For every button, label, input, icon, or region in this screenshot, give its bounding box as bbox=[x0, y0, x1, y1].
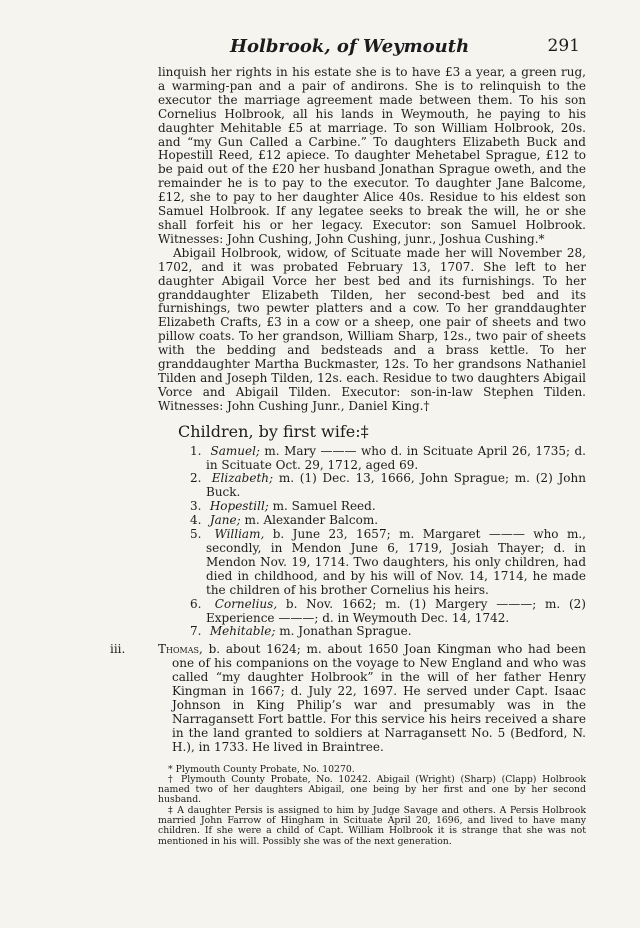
footnote: ‡ A daughter Persis is assigned to him by Judge Savage and others. A Persis Holbrook married John Farrow of Hingham in Scituate April 20, 1696, and lived to have many children. If she were a child of Capt. William Holbrook it is strange that she was not mentioned in his will. Possibly she was of the next generation. bbox=[158, 804, 586, 847]
child-item bbox=[158, 625, 586, 639]
child-number: 6. bbox=[190, 596, 202, 611]
child-number: 3. bbox=[190, 499, 202, 514]
child-item bbox=[158, 514, 586, 528]
child-details: b. Nov. 1662; m. (1) Margery ———; m. (2) Experience ———; d. in Weymouth Dec. 14, 1742. bbox=[206, 596, 586, 625]
child-details: m. Jonathan Sprague. bbox=[275, 624, 412, 639]
child-details: b. June 23, 1657; m. Margaret ——— who m., secondly, in Mendon June 6, 1719, Josiah Thayer; d. in Mendon Nov. 19, 1714. Two daughters, his only children, had died in childhood, and by his will of Nov. 14, 1714, he made the children of his brother Cornelius his heirs. bbox=[206, 527, 586, 597]
child-item bbox=[158, 598, 586, 626]
entry-name: Thomas bbox=[158, 642, 199, 657]
footnote: * Plymouth County Probate, No. 10270. bbox=[168, 763, 355, 775]
entry-thomas bbox=[110, 642, 586, 754]
children-heading: Children, by first wife:‡ bbox=[178, 421, 369, 441]
child-details: m. Samuel Reed. bbox=[268, 499, 376, 514]
footnotes bbox=[158, 765, 586, 847]
entry-roman-numeral: iii. bbox=[110, 642, 126, 657]
child-number: 5. bbox=[190, 527, 202, 542]
child-item bbox=[158, 500, 586, 514]
child-name: Mehitable; bbox=[209, 624, 276, 639]
child-number: 2. bbox=[190, 471, 202, 486]
page-body bbox=[110, 65, 586, 847]
child-details: m. Alexander Balcom. bbox=[240, 513, 379, 528]
child-number: 7. bbox=[190, 624, 202, 639]
footnote: † Plymouth County Probate, No. 10242. Abigail (Wright) (Sharp) (Clapp) Holbrook named two of her daughters Abigail, one being by her first and one by her second husband. bbox=[158, 773, 586, 806]
page-header bbox=[160, 36, 580, 62]
child-item bbox=[158, 445, 586, 473]
child-name: Cornelius, bbox=[214, 596, 278, 611]
entry-thomas-text bbox=[158, 643, 586, 754]
entry-details: , b. about 1624; m. about 1650 Joan Kingman who had been one of his companions on the voyage to New England and who was called “my daughter Holbrook” in the will of her father Henry Kingman in 1667; d. July 22, 1697. He served under Capt. Isaac Johnson in King Philip’s war and presumably was in the Narragansett Fort battle. For this service his heirs received a share in the land granted to soldiers at Narragansett No. 5 (Bedford, N. H.), in 1733. He lived in Braintree. bbox=[172, 642, 586, 754]
child-details: m. (1) Dec. 13, 1666, John Sprague; m. (2) John Buck. bbox=[206, 471, 586, 500]
page-number: 291 bbox=[547, 36, 580, 56]
child-name: Samuel; bbox=[210, 443, 260, 458]
children-list bbox=[158, 445, 586, 640]
child-number: 4. bbox=[190, 513, 202, 528]
running-title: Holbrook, of Weymouth bbox=[230, 36, 470, 57]
paragraph-abigail-will: Abigail Holbrook, widow, of Scituate made her will November 28, 1702, and it was probated February 13, 1707. She left to her daughter Abigail Vorce her best bed and its furnishings. To her granddaughter Elizabeth Tilden, her second-best bed and its furnishings, two pewter platters and a cow. To her granddaughter Elizabeth Crafts, £3 in a cow or a sheep, one pair of sheets and two pillow coats. To her grandson, William Sharp, 12s., two pair of sheets with the bedding and bedsteads and a brass kettle. To her granddaughter Martha Buckmaster, 12s. To her grandsons Nathaniel Tilden and Joseph Tilden, 12s. each. Residue to two daughters Abigail Vorce and Abigail Tilden. Executor: son-in-law Stephen Tilden. Witnesses: John Cushing Junr., Daniel King.† bbox=[158, 245, 586, 413]
child-item bbox=[158, 528, 586, 598]
child-name: Jane; bbox=[209, 513, 241, 528]
child-name: Elizabeth; bbox=[211, 471, 274, 486]
child-details: m. Mary ——— who d. in Scituate April 26, 1735; d. in Scituate Oct. 29, 1712, aged 69. bbox=[206, 443, 586, 472]
child-item bbox=[158, 472, 586, 500]
child-name: Hopestill; bbox=[209, 499, 269, 514]
child-number: 1. bbox=[190, 443, 202, 458]
child-name: William, bbox=[214, 527, 265, 542]
paragraph-will-continued: linquish her rights in his estate she is to have £3 a year, a green rug, a warming-pan and a pair of andirons. She is to relinquish to the executor the marriage agreement made between them. To his son Cornelius Holbrook, all his lands in Weymouth, he paying to his daughter Mehitable £5 at marriage. To son William Holbrook, 20s. and “my Gun Called a Carbine.” To daughters Elizabeth Buck and Hopestill Reed, £12 apiece. To daughter Mehetabel Sprague, £12 to be paid out of the £20 her husband Jonathan Sprague oweth, and the remainder he is to pay to the executor. To daughter Jane Balcome, £12, she to pay to her daughter Alice 40s. Residue to his eldest son Samuel Holbrook. If any legatee seeks to break the will, he or she shall forfeit his or her legacy. Executor: son Samuel Holbrook. Witnesses: John Cushing, John Cushing, junr., Joshua Cushing.* bbox=[158, 65, 586, 246]
